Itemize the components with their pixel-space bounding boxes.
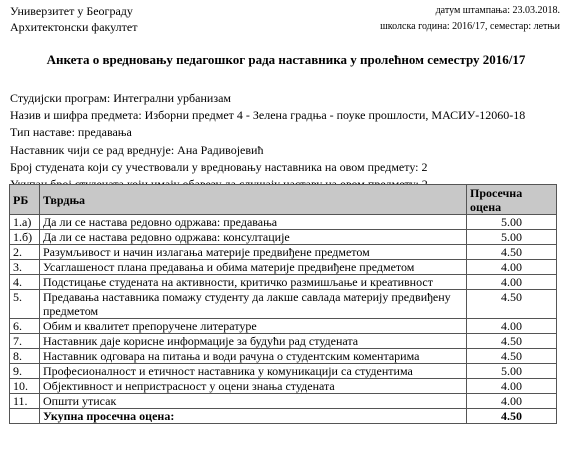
table-row	[10, 379, 557, 394]
school-year: школска година: 2016/17, семестар: летњи	[380, 21, 560, 32]
row-number: 6.	[10, 319, 40, 334]
row-statement: Усаглашеност плана предавања и обима материје предвиђене предметом	[40, 260, 467, 275]
row-grade: 4.50	[467, 349, 557, 364]
row-statement: Предавања наставника помажу студенту да лакше савлада материју предвиђену предметом	[40, 290, 467, 319]
course-info	[10, 90, 525, 193]
table-row	[10, 245, 557, 260]
table-row	[10, 364, 557, 379]
grades-table	[9, 184, 557, 424]
row-number: 7.	[10, 334, 40, 349]
row-statement: Подстицање студената на активности, критичко размишљање и креативност	[40, 275, 467, 290]
row-number: 3.	[10, 260, 40, 275]
study-program: Студијски програм: Интегрални урбанизам	[10, 91, 231, 105]
total-rb	[10, 409, 40, 424]
total-row	[10, 409, 557, 424]
row-statement: Наставник даје корисне информације за будући рад студената	[40, 334, 467, 349]
row-number: 4.	[10, 275, 40, 290]
row-grade: 4.50	[467, 245, 557, 260]
table-row	[10, 215, 557, 230]
row-statement: Наставник одговара на питања и води рачуна о студентским коментарима	[40, 349, 467, 364]
table-row	[10, 349, 557, 364]
row-statement: Обим и квалитет препоручене литературе	[40, 319, 467, 334]
university-name: Универзитет у Београду	[10, 4, 133, 18]
table-header-row	[10, 185, 557, 215]
row-grade: 4.00	[467, 260, 557, 275]
row-statement: Општи утисак	[40, 394, 467, 409]
row-grade: 4.00	[467, 319, 557, 334]
table-row	[10, 394, 557, 409]
row-number: 8.	[10, 349, 40, 364]
table-row	[10, 260, 557, 275]
table-row	[10, 275, 557, 290]
row-statement: Да ли се настава редовно одржава: консултације	[40, 230, 467, 245]
institution-header	[10, 3, 137, 35]
table-row	[10, 290, 557, 319]
table-row	[10, 319, 557, 334]
row-statement: Објективност и непристрасност у оцени знања студената	[40, 379, 467, 394]
row-number: 11.	[10, 394, 40, 409]
row-grade: 4.50	[467, 334, 557, 349]
row-number: 1.а)	[10, 215, 40, 230]
row-grade: 5.00	[467, 230, 557, 245]
row-number: 9.	[10, 364, 40, 379]
row-grade: 4.00	[467, 275, 557, 290]
participants-count: Број студената који су учествовали у вредновању наставника на овом предмету: 2	[10, 159, 428, 174]
row-statement: Професионалност и етичност наставника у комуникацији са студентима	[40, 364, 467, 379]
row-grade: 5.00	[467, 364, 557, 379]
row-grade: 4.00	[467, 379, 557, 394]
document-meta	[380, 3, 560, 35]
row-number: 5.	[10, 290, 40, 319]
row-number: 10.	[10, 379, 40, 394]
teaching-type: Тип наставе: предавања	[10, 125, 132, 140]
row-statement: Разумљивост и начин излагања материје предвиђене предметом	[40, 245, 467, 260]
row-grade: 4.00	[467, 394, 557, 409]
header-statement: Тврдња	[40, 185, 467, 215]
total-value: 4.50	[467, 409, 557, 424]
row-grade: 5.00	[467, 215, 557, 230]
subject-name: Назив и шифра предмета: Изборни предмет 4 - Зелена градња - поуке прошлости, МАСИУ-12060-18	[10, 108, 526, 123]
header-rb: РБ	[10, 185, 40, 215]
total-label: Укупна просечна оцена:	[40, 409, 467, 424]
header-grade: Просечна оцена	[467, 185, 557, 215]
row-statement: Да ли се настава редовно одржава: предавања	[40, 215, 467, 230]
teacher-name: Наставник чији се рад вреднује: Ана Радивојевић	[10, 142, 264, 157]
row-number: 1.б)	[10, 230, 40, 245]
table-row	[10, 230, 557, 245]
faculty-name: Архитектонски факултет	[10, 20, 138, 34]
print-date: датум штампања: 23.03.2018.	[435, 5, 560, 16]
document-title: Анкета о вредновању педагошког рада наставника у пролећном семестру 2016/17	[46, 52, 526, 67]
row-grade: 4.50	[467, 290, 557, 319]
table-row	[10, 334, 557, 349]
row-number: 2.	[10, 245, 40, 260]
